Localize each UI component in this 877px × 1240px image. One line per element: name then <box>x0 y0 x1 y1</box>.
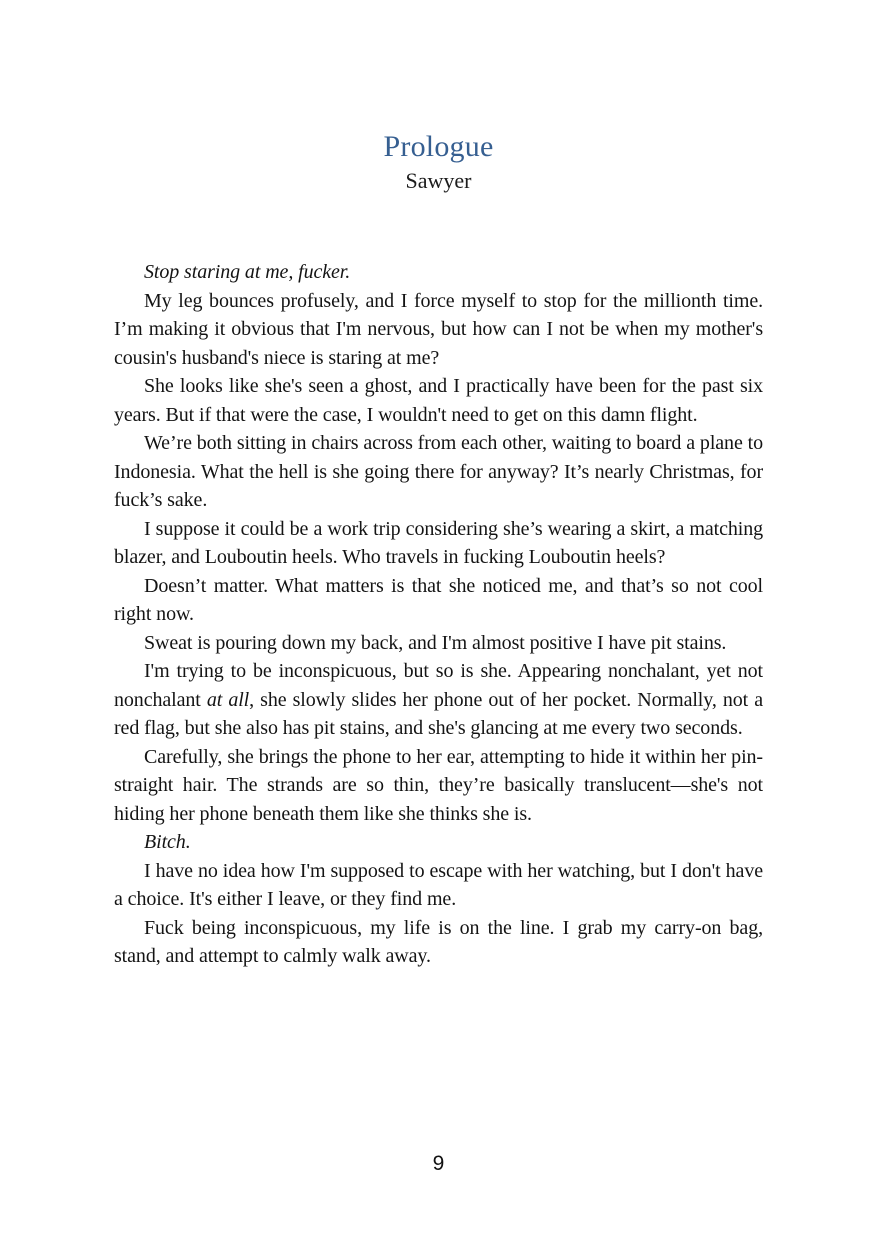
italic-text-run: Stop staring at me, fucker. <box>144 261 351 283</box>
paragraph <box>114 287 763 373</box>
paragraph <box>114 828 763 857</box>
text-run: , she slowly slides her phone out of her pocket. Normally, not a red flag, but she also has pit stains, and she's glancing at me every two seconds. <box>114 688 763 739</box>
paragraph <box>114 515 763 572</box>
paragraph <box>114 914 763 971</box>
chapter-title: Prologue <box>383 130 494 163</box>
text-run: I suppose it could be a work trip considering she’s wearing a skirt, a matching blazer, and Louboutin heels. Who travels in fucking Louboutin heels? <box>114 517 763 568</box>
text-run: She looks like she's seen a ghost, and I practically have been for the past six years. But if that were the case, I wouldn't need to get on this damn flight. <box>114 375 763 426</box>
paragraph <box>114 657 763 743</box>
text-run: Doesn’t matter. What matters is that she noticed me, and that’s so not cool right now. <box>114 574 763 625</box>
italic-text-run: Bitch. <box>144 831 191 853</box>
paragraph <box>114 857 763 914</box>
text-run: Carefully, she brings the phone to her ear, attempting to hide it within her pin-straight hair. The strands are so thin, they’re basically translucent—she's not hiding her phone beneath them like she thinks she is. <box>114 745 763 825</box>
text-run: I have no idea how I'm supposed to escape with her watching, but I don't have a choice. It's either I leave, or they find me. <box>114 859 763 910</box>
italic-text-run: at all <box>206 688 250 711</box>
text-run: My leg bounces profusely, and I force myself to stop for the millionth time. I’m making it obvious that I'm nervous, but how can I not be when my mother's cousin's husband's niece is staring at me? <box>114 289 763 369</box>
page-number: 9 <box>432 1152 445 1175</box>
chapter-subtitle: Sawyer <box>405 168 472 193</box>
paragraph <box>114 429 763 515</box>
text-run: I'm trying to be inconspicuous, but so is she. Appearing nonchalant, yet not nonchalant <box>114 660 763 711</box>
paragraph <box>114 572 763 629</box>
paragraph <box>114 372 763 429</box>
text-run: Fuck being inconspicuous, my life is on the line. I grab my carry-on bag, stand, and attempt to calmly walk away. <box>114 916 763 967</box>
body-text <box>114 258 763 971</box>
paragraph <box>114 743 763 829</box>
text-run: Sweat is pouring down my back, and I'm almost positive I have pit stains. <box>144 631 727 654</box>
paragraph <box>114 258 763 287</box>
text-run: We’re both sitting in chairs across from each other, waiting to board a plane to Indonesia. What the hell is she going there for anyway? It’s nearly Christmas, for fuck’s sake. <box>114 432 763 511</box>
paragraph <box>114 629 763 658</box>
